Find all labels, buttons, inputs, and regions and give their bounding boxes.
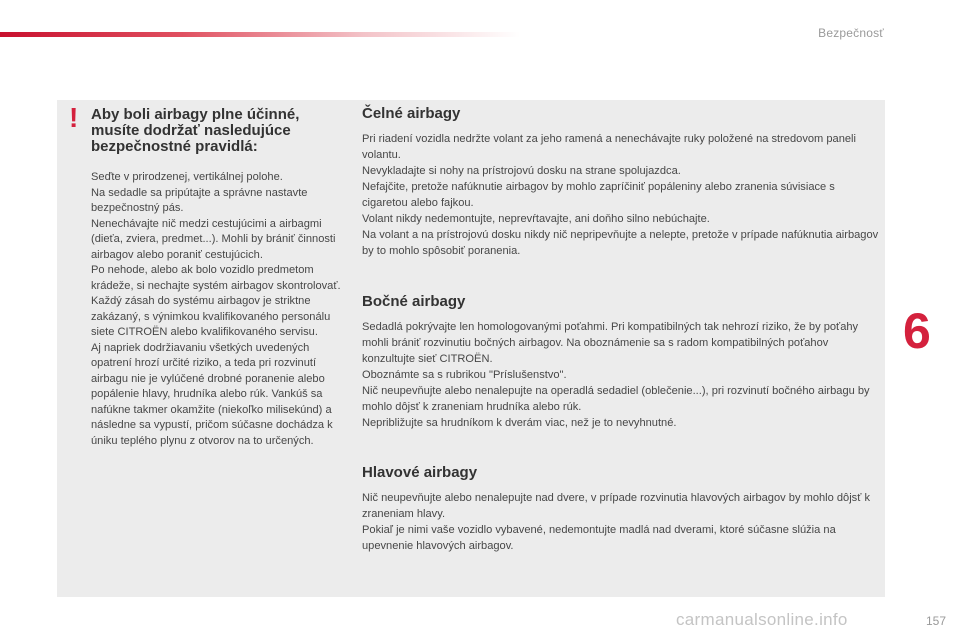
section-front-airbags bbox=[362, 105, 882, 259]
chapter-number: 6 bbox=[903, 303, 931, 359]
section-body: Pri riadení vozidla nedržte volant za jeho ramená a nenechávajte ruky položené na stredovom paneli volantu. Nevykladajte si nohy na prístrojovú dosku na strane spolujazdca. Nefajčite, pretože nafúknutie airbagov by mohlo zapríčiniť popáleniny alebo zranenia súvisiace s cigaretou alebo fajkou. Volant nikdy nedemontujte, neprevŕtavajte, ani doňho silno nebúchajte. Na volant a na prístrojovú dosku nikdy nič nepripevňujte a nelepte, pretože v prípade nafúknutia airbagov by to mohlo spôsobiť poranenia. bbox=[362, 133, 879, 257]
warning-title: Aby boli airbagy plne účinné, musíte dodržať nasledujúce bezpečnostné pravidlá: bbox=[91, 106, 300, 155]
page-number: 157 bbox=[925, 614, 946, 628]
section-title: Bezpečnosť bbox=[818, 26, 884, 40]
header-accent-bar bbox=[0, 32, 520, 37]
section-body: Nič neupevňujte alebo nenalepujte nad dvere, v prípade rozvinutia hlavových airbagov by mohlo dôjsť k zraneniam hlavy. Pokiaľ je nimi vaše vozidlo vybavené, nedemontujte madlá nad dverami, ktoré súčasne slúžia na upevnenie hlavových airbagov. bbox=[362, 492, 871, 552]
warning-column bbox=[91, 107, 345, 449]
section-side-airbags bbox=[362, 293, 882, 431]
section-body: Sedadlá pokrývajte len homologovanými poťahmi. Pri kompatibilných tak nehrozí riziko, že by poťahy mohli brániť rozvinutiu bočných airbagov. Na oboznámenie sa s radom kompatibilných poťahov konzultujte sieť CITROËN. Oboznámte sa s rubrikou "Príslušenstvo". Nič neupevňujte alebo nenalepujte na operadlá sedadiel (oblečenie...), pri rozvinutí bočného airbagu by mohlo dôjsť k zraneniam hrudníka alebo rúk. Nepribližujte sa hrudníkom k dverám viac, než je to nevyhnutné. bbox=[362, 321, 870, 429]
warning-body: Seďte v prirodzenej, vertikálnej polohe. Na sedadle sa pripútajte a správne nastavte bezpečnostný pás. Nenechávajte nič medzi cestujúcimi a airbagmi (dieťa, zviera, predmet...). Mohli by brániť činnosti airbagov alebo poraniť cestujúcich. Po nehode, alebo ak bolo vozidlo predmetom krádeže, si nechajte systém airbagov skontrolovať. Každý zásah do systému airbagov je striktne zakázaný, s výnimkou kvalifikovaného personálu siete CITROËN alebo kvalifikovaného servisu. Aj napriek dodržiavaniu všetkých uvedených opatrení hrozí určité riziko, a teda pri rozvinutí airbagu nie je vylúčené drobné poranenie alebo popálenie hlavy, hrudníka alebo rúk. Vankúš sa nafúkne takmer okamžite (niekoľko milisekúnd) a následne sa vypustí, pričom súčasne dochádza k úniku teplého plynu z otvorov na to určených. bbox=[91, 171, 341, 447]
section-heading: Hlavové airbagy bbox=[362, 464, 478, 481]
watermark: carmanualsonline.info bbox=[676, 610, 848, 629]
section-curtain-airbags bbox=[362, 464, 882, 554]
section-heading: Čelné airbagy bbox=[362, 105, 461, 122]
section-heading: Bočné airbagy bbox=[362, 293, 466, 310]
warning-exclamation-icon: ! bbox=[69, 102, 79, 133]
